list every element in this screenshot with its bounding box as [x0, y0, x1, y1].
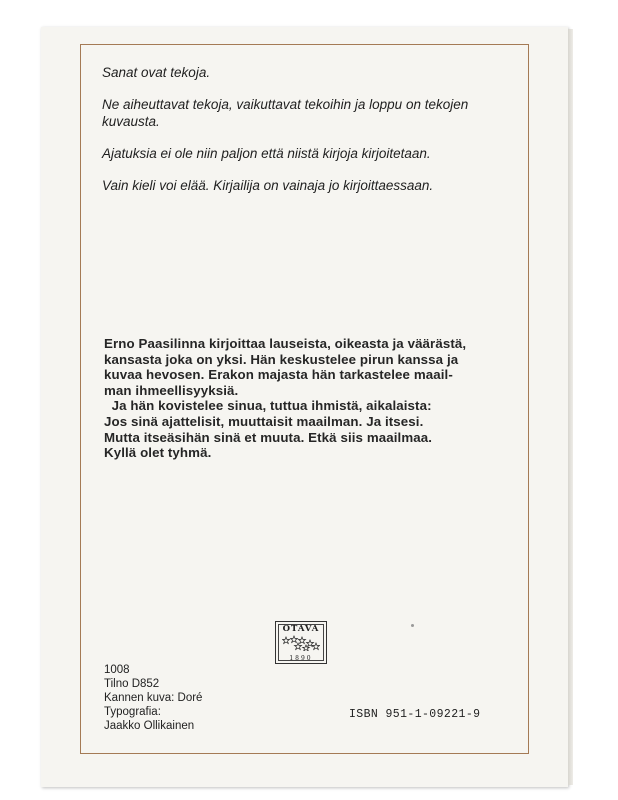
cover-edge — [568, 29, 573, 785]
blurb-line: Erno Paasilinna kirjoittaa lauseista, oikeasta ja väärästä, — [104, 336, 467, 351]
isbn: ISBN 951-1-09221-9 — [349, 708, 481, 721]
blurb-line: Mutta itseäsihän sinä et muuta. Etkä siis maailmaa. — [104, 429, 433, 445]
stars-icon — [282, 635, 320, 651]
book-description — [104, 336, 524, 461]
paper-speck — [411, 624, 414, 627]
blurb-line: Ja hän kovistelee sinua, tuttua ihmistä, aikalaista: — [104, 398, 432, 414]
blurb-line: kansasta joka on yksi. Hän keskustelee pirun kanssa ja — [104, 351, 459, 367]
quote-1: Sanat ovat tekoja. — [102, 65, 211, 80]
order-number: Tilno D852 — [104, 678, 160, 690]
quotes-section — [102, 64, 522, 209]
blurb-line: Jos sinä ajattelisit, muuttaisit maailman. Ja itsesi. — [104, 413, 424, 429]
typography-label: Typografia: — [104, 706, 161, 718]
quote-3: Ajatuksia ei ole niin paljon että niistä kirjoja kirjoitetaan. — [102, 146, 431, 161]
blurb-line: man ihmeellisyyksiä. — [104, 382, 239, 398]
typographer-credit: Jaakko Ollikainen — [104, 720, 195, 732]
publisher-name: OTAVA — [282, 624, 320, 634]
series-number: 1008 — [104, 664, 130, 676]
publisher-year: 1890 — [289, 655, 313, 662]
cover-art-credit: Kannen kuva: Doré — [104, 692, 203, 704]
blurb-line: kuvaa hevosen. Erakon majasta hän tarkastelee maail- — [104, 367, 453, 383]
quote-2: Ne aiheuttavat tekoja, vaikuttavat tekoihin ja loppu on tekojen kuvausta. — [102, 97, 469, 129]
quote-4: Vain kieli voi elää. Kirjailija on vainaja jo kirjoittaessaan. — [102, 178, 434, 193]
blurb-line: Kyllä olet tyhmä. — [104, 445, 212, 461]
colophon — [104, 663, 202, 733]
publisher-logo — [275, 621, 327, 664]
